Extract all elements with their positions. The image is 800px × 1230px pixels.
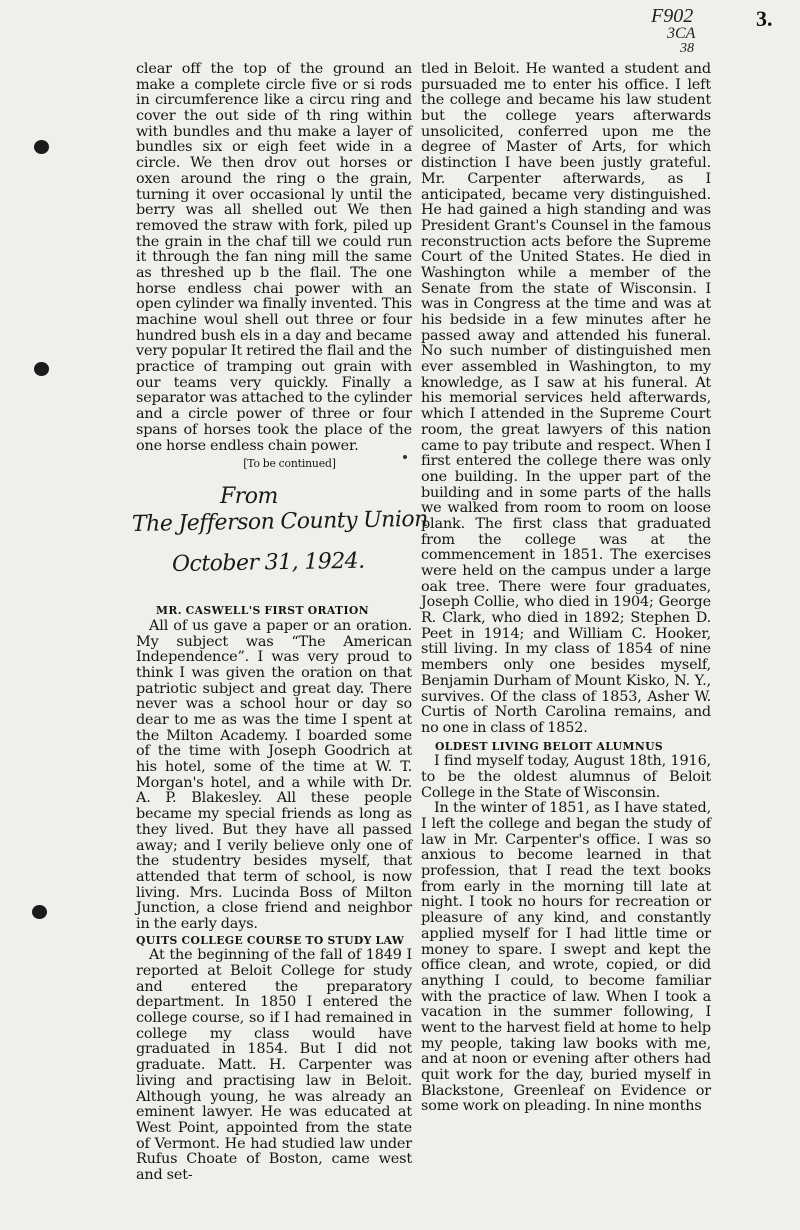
article-paragraph: At the beginning of the fall of 1849 I reported at Beloit College for study and entered the preparatory department. In 1850 I entered the college course, so if I had remained in college my class would have graduated in 1854. But I did not graduate. Matt. H. Carpenter was living and practising law in Beloit. Although young, he was already an eminent lawyer. He was educated at West Point, appointed from the state of Vermont. He had studied law under Rufus Choate of Boston, came west and set- (136, 947, 412, 1183)
article-paragraph: tled in Beloit. He wanted a student and pursuaded me to enter his office. I left the college and became his law student but the college years afterwards unsolicited, conferred upon me the degree of Master of Arts, for which distinction I have been justly grateful. Mr. Carpenter afterwards, as I anticipated, became very distinguished. He had gained a high standing and was President Grant's Counsel in the famous reconstruction acts before the Supreme Court of the United States. He died in Washington while a member of the Senate from the state of Wisconsin. I was in Congress at the time and was at his bedside in a few minutes after he passed away and attended his funeral. No such number of distinguished men ever assembled in Washington, to my knowledge, as I saw at his funeral. At his memorial services held afterwards, which I attended in the Supreme Court room, the great lawyers of this nation came to pay tribute and respect. When I first entered the college there was only one building. In the upper part of the building and in some parts of the halls we walked from room to room on loose plank. The first class that graduated from the college was at the commencement in 1851. The exercises were held on the campus under a large oak tree. There were four graduates, Joseph Collie, who died in 1904; George R. Clark, who died in 1892; Stephen D. Peet in 1914; and William C. Hooker, still living. In my class of 1854 of nine members only one besides myself, Benjamin Durham of Mount Kisko, N. Y., survives. Of the class of 1853, Asher W. Curtis of North Carolina remains, and no one in class of 1852. (421, 61, 711, 736)
binder-hole-mark (34, 140, 49, 154)
archive-box-note: 3CA (667, 25, 696, 42)
article-paragraph: In the winter of 1851, as I have stated, I left the college and began the study of law in Mr. Carpenter's office. I was so anxious to become learned in that profession, that I read the text books from early in the morning till late at night. I took no hours for recreation or pleasure of any kind, and constantly applied myself for I had little time or money to spare. I swept and kept the office clean, and wrote, copied, or did anything I could, to become familiar with the practice of law. When I took a vacation in the summer following, I went to the harvest field at home to help my people, taking law books with me, and at noon or evening after others had quit work for the day, buried myself in Blackstone, Greenleaf on Evidence or some work on pleading. In nine months (421, 800, 711, 1115)
section-headline: OLDEST LIVING BELOIT ALUMNUS (435, 739, 664, 753)
handwritten-newspaper-name: The Jefferson County Union (131, 507, 429, 538)
archive-folder-note: 38 (680, 41, 694, 56)
archive-id-note: F902 (651, 5, 694, 27)
binder-hole-mark (32, 905, 47, 919)
section-headline: QUITS COLLEGE COURSE TO STUDY LAW (136, 933, 405, 947)
article-paragraph: All of us gave a paper or an oration. My subject was “The American Independence”. I was very proud to think I was given the oration on that patriotic subject and great day. There never was a school hour or day so dear to me as was the time I spent at the Milton Academy. I boarded some of the time with Joseph Goodrich at his hotel, some of the time at W. T. Morgan's hotel, and a while with Dr. A. P. Blakesley. All these people became my special friends as long as they lived. But they have all passed away; and I verily believe only one of the studentry besides myself, that attended that term of school, is now living. Mrs. Lucinda Boss of Milton Junction, a close friend and neighbor in the early days. (136, 617, 412, 932)
page-number: 3. (756, 6, 773, 31)
article-column-left (131, 61, 429, 1184)
continued-note: [To be continued] (243, 457, 336, 471)
section-headline: MR. CASWELL'S FIRST ORATION (156, 604, 370, 618)
handwritten-from: From (220, 484, 278, 510)
article-column-right (421, 62, 711, 1115)
handwritten-date: October 31, 1924. (171, 548, 365, 578)
article-paragraph: I find myself today, August 18th, 1916, to be the oldest alumnus of Beloit College in the State of Wisconsin. (421, 753, 711, 801)
binder-hole-mark (34, 362, 49, 376)
article-paragraph: clear off the top of the ground an make a complete circle five or si rods in circumference like a circu ring and cover the out side of th ring within with bundles and thu make a layer of bundles six or eigh feet wide in a circle. We then drov out horses or oxen around the ring o the grain, turning it over occasional ly until the berry was all shelled out We then removed the straw with fork, piled up the grain in the chaf till we could run it through the fan ning mill the same as threshed up b the flail. The one horse endless chai power with an open cylinder wa finally invented. This machine woul shell out three or four hundred bush els in a day and became very popular It retired the flail and the practice of tramping out grain with our teams very quickly. Finally a separator was attached to the cylinder and a circle power of three or four spans of horses took the place of the one horse endless chain power. (136, 61, 412, 454)
handwritten-source-annotation (131, 481, 429, 601)
